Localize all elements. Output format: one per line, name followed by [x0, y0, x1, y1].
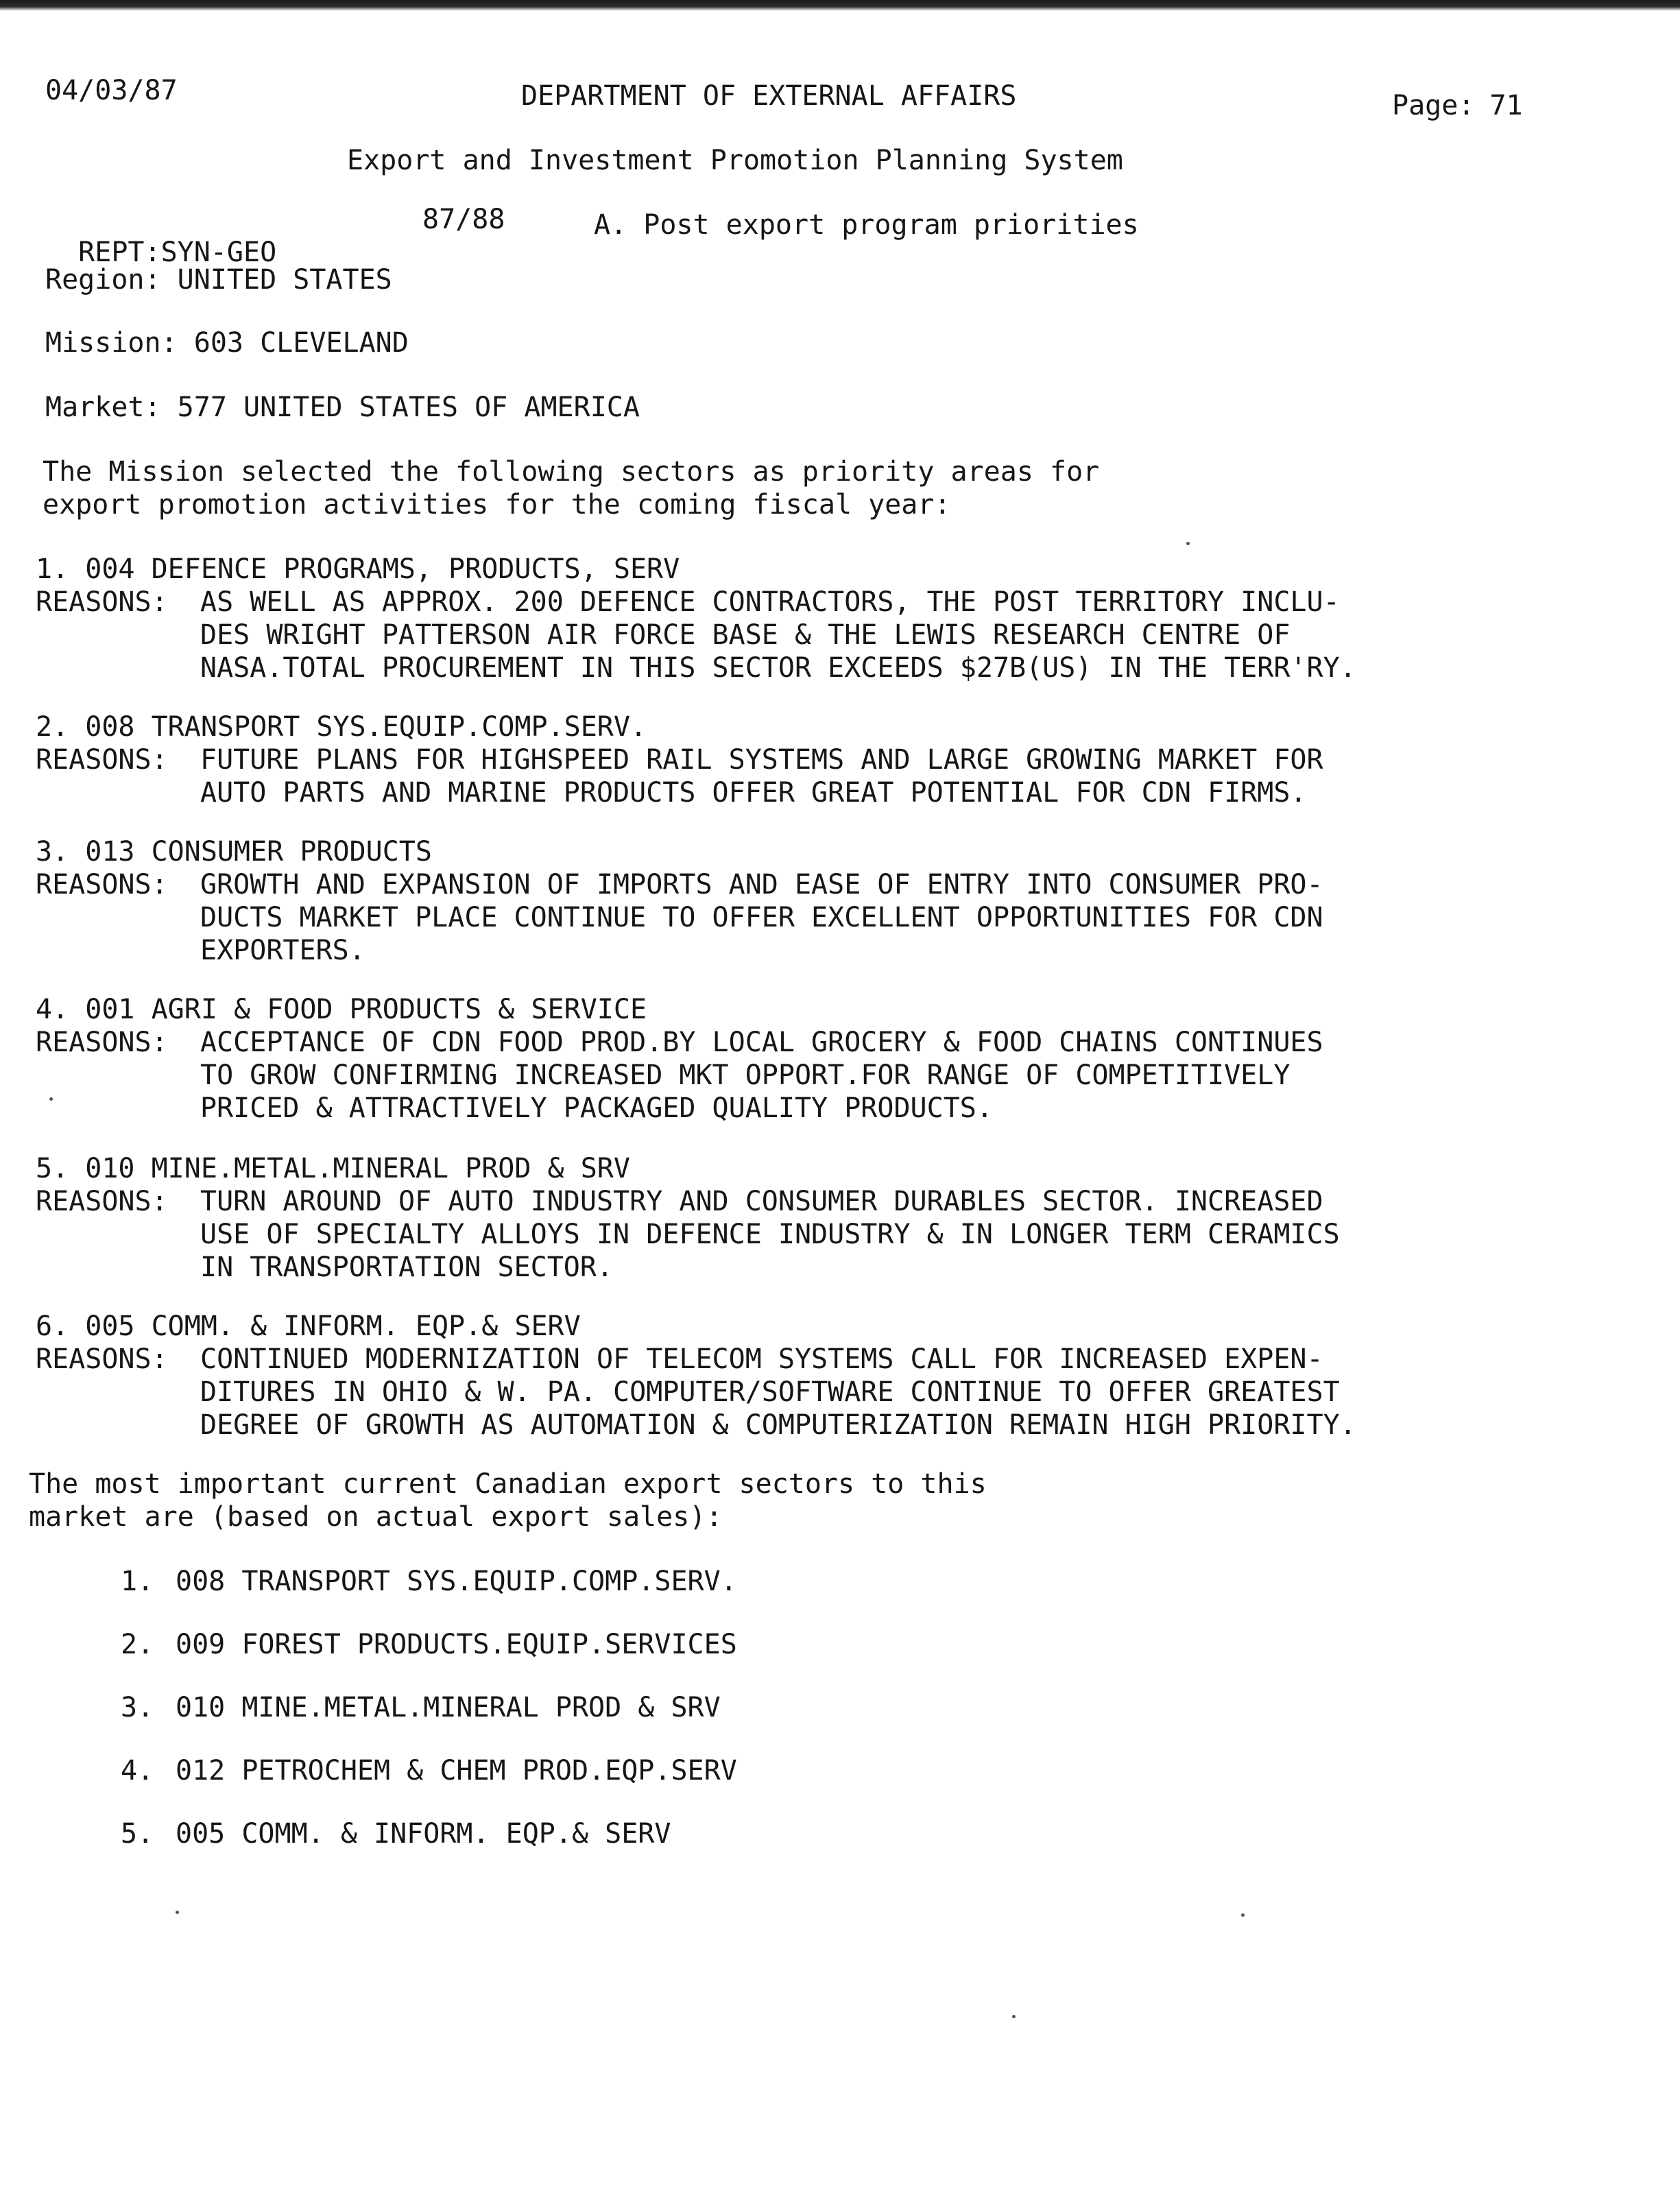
- list-text: 010 MINE.METAL.MINERAL PROD & SRV: [176, 1692, 721, 1723]
- reasons-label: REASONS:: [36, 586, 168, 618]
- reasons-label: REASONS:: [36, 1027, 168, 1058]
- system-subtitle: Export and Investment Promotion Planning System: [347, 145, 1123, 176]
- scan-speck: [49, 1097, 53, 1101]
- scan-speck: [1241, 1913, 1245, 1917]
- reasons-label: REASONS:: [36, 744, 168, 776]
- scan-speck: [1012, 2015, 1016, 2018]
- priority-item: [36, 710, 1544, 809]
- fiscal-year: 87/88: [422, 204, 505, 235]
- priority-heading: 2. 008 TRANSPORT SYS.EQUIP.COMP.SERV.: [36, 711, 647, 743]
- report-section: A. Post export program priorities: [594, 209, 1139, 241]
- summary-line: market are (based on actual export sales):: [29, 1501, 723, 1533]
- scan-speck: [1186, 542, 1190, 545]
- priority-heading: 1. 004 DEFENCE PROGRAMS, PRODUCTS, SERV: [36, 553, 680, 585]
- priority-heading: 6. 005 COMM. & INFORM. EQP.& SERV: [36, 1311, 581, 1342]
- market-label: Market:: [45, 392, 161, 423]
- report-id: REPT:SYN-GEO: [78, 237, 277, 268]
- reasons-text: AS WELL AS APPROX. 200 DEFENCE CONTRACTORS, THE POST TERRITORY INCLU- DES WRIGHT PATTERSON AIR FORCE BASE & THE LEWIS RESEARCH CENTRE OF NASA.TOTAL PROCUREMENT IN THIS SECTOR EXCEEDS $27B(US) IN THE TERR'RY.: [200, 586, 1356, 684]
- list-number: 3.: [121, 1692, 154, 1723]
- priority-item: [36, 835, 1544, 967]
- summary-line: The most important current Canadian export sectors to this: [29, 1468, 987, 1500]
- region-value: UNITED STATES: [177, 264, 392, 296]
- intro-line: export promotion activities for the coming fiscal year:: [43, 489, 951, 521]
- priority-item: [36, 1152, 1544, 1284]
- market-value: 577 UNITED STATES OF AMERICA: [177, 392, 640, 423]
- list-item: [121, 1691, 737, 1754]
- reasons-text: TURN AROUND OF AUTO INDUSTRY AND CONSUMER DURABLES SECTOR. INCREASED USE OF SPECIALTY ALLOYS IN DEFENCE INDUSTRY & IN LONGER TERM CERAMICS IN TRANSPORTATION SECTOR.: [200, 1186, 1340, 1283]
- list-number: 5.: [121, 1818, 154, 1850]
- list-text: 009 FOREST PRODUCTS.EQUIP.SERVICES: [176, 1629, 737, 1660]
- intro-line: The Mission selected the following sectors as priority areas for: [43, 456, 1100, 488]
- list-item: [121, 1754, 737, 1817]
- scan-top-edge: [0, 0, 1680, 11]
- list-text: 008 TRANSPORT SYS.EQUIP.COMP.SERV.: [176, 1566, 737, 1597]
- priority-heading: 5. 010 MINE.METAL.MINERAL PROD & SRV: [36, 1153, 630, 1184]
- list-text: 012 PETROCHEM & CHEM PROD.EQP.SERV: [176, 1755, 737, 1786]
- reasons-text: CONTINUED MODERNIZATION OF TELECOM SYSTEMS CALL FOR INCREASED EXPEN- DITURES IN OHIO & W. PA. COMPUTER/SOFTWARE CONTINUE TO OFFER GREATEST DEGREE OF GROWTH AS AUTOMATION & COMPUTERIZATION REMAIN HIGH PRIORITY.: [200, 1343, 1356, 1441]
- reasons-label: REASONS:: [36, 869, 168, 900]
- reasons-text: FUTURE PLANS FOR HIGHSPEED RAIL SYSTEMS AND LARGE GROWING MARKET FOR AUTO PARTS AND MARINE PRODUCTS OFFER GREAT POTENTIAL FOR CDN FIRMS.: [200, 744, 1323, 809]
- scan-speck: [176, 1911, 179, 1914]
- market-field: [45, 391, 640, 424]
- priority-heading: 3. 013 CONSUMER PRODUCTS: [36, 836, 432, 868]
- page-number: 71: [1489, 90, 1523, 121]
- mission-label: Mission:: [45, 327, 178, 359]
- page-label: Page:: [1392, 90, 1475, 121]
- department-title: DEPARTMENT OF EXTERNAL AFFAIRS: [521, 80, 1017, 112]
- priority-item: [36, 553, 1544, 684]
- region-label: Region:: [45, 264, 161, 296]
- list-item: [121, 1817, 737, 1880]
- reasons-label: REASONS:: [36, 1343, 168, 1375]
- list-item: [121, 1628, 737, 1691]
- list-text: 005 COMM. & INFORM. EQP.& SERV: [176, 1818, 671, 1850]
- reasons-text: ACCEPTANCE OF CDN FOOD PROD.BY LOCAL GROCERY & FOOD CHAINS CONTINUES TO GROW CONFIRMING INCREASED MKT OPPORT.FOR RANGE OF COMPETITIVELY PRICED & ATTRACTIVELY PACKAGED QUALITY PRODUCTS.: [200, 1027, 1323, 1124]
- reasons-text: GROWTH AND EXPANSION OF IMPORTS AND EASE OF ENTRY INTO CONSUMER PRO- DUCTS MARKET PLACE CONTINUE TO OFFER EXCELLENT OPPORTUNITIES FOR CDN EXPORTERS.: [200, 869, 1323, 966]
- list-number: 2.: [121, 1629, 154, 1660]
- priority-heading: 4. 001 AGRI & FOOD PRODUCTS & SERVICE: [36, 994, 647, 1025]
- current-exports-list: [121, 1565, 737, 1880]
- mission-field: [45, 326, 409, 359]
- report-date: 04/03/87: [45, 75, 178, 106]
- priority-item: [36, 1310, 1544, 1442]
- mission-value: 603 CLEVELAND: [193, 327, 409, 359]
- list-item: [121, 1565, 737, 1628]
- region-field: [45, 263, 392, 296]
- reasons-label: REASONS:: [36, 1186, 168, 1217]
- priority-item: [36, 993, 1544, 1125]
- summary-paragraph: [29, 1468, 987, 1533]
- list-number: 4.: [121, 1755, 154, 1786]
- intro-paragraph: [43, 455, 1099, 521]
- list-number: 1.: [121, 1566, 154, 1597]
- page-indicator: [1392, 89, 1523, 122]
